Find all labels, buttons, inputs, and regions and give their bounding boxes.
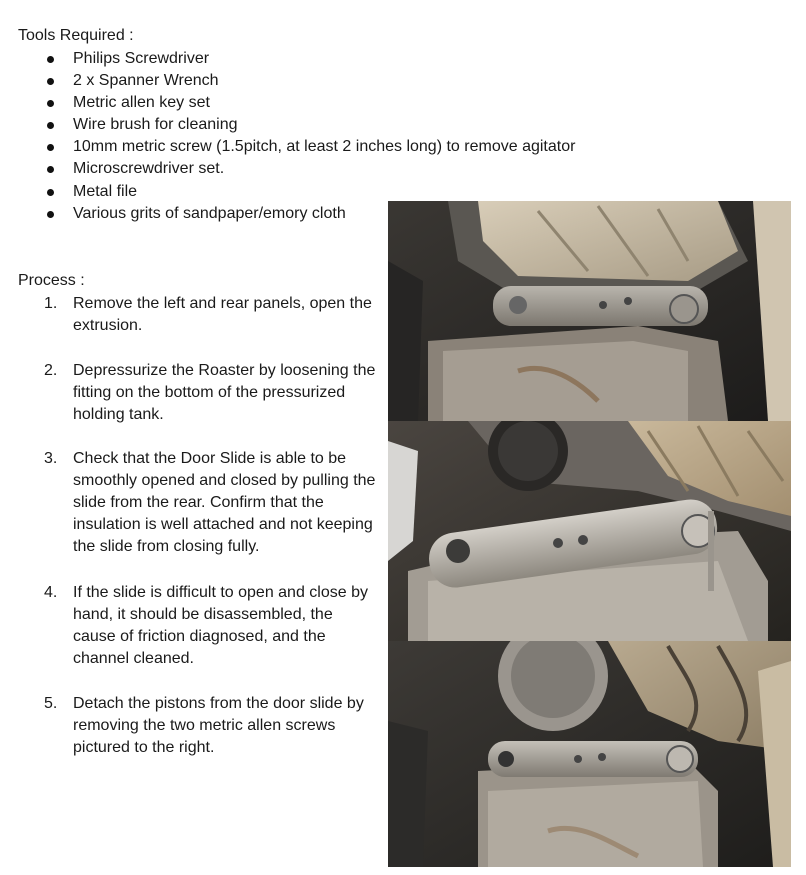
- bullet-icon: [47, 100, 54, 107]
- process-step: [44, 582, 384, 670]
- door-slide-photo-2: [388, 421, 791, 641]
- step-number: 1.: [44, 295, 58, 312]
- step-number: 4.: [44, 584, 58, 601]
- tool-item-label: Microscrewdriver set.: [73, 160, 225, 178]
- process-step: [44, 360, 384, 426]
- tool-item-label: Philips Screwdriver: [73, 50, 210, 67]
- step-number: 5.: [44, 695, 58, 712]
- bullet-icon: [47, 211, 54, 218]
- tools-list: [18, 48, 575, 225]
- step-text: Remove the left and rear panels, open the extrusion.: [73, 295, 372, 335]
- step-text: If the slide is difficult to open and close by hand, it should be disassembled, the cause of friction diagnosed, and the channel cleaned.: [73, 584, 368, 668]
- tool-item-label: Metric allen key set: [73, 94, 210, 112]
- tool-item: [18, 136, 575, 158]
- tool-item: [18, 158, 575, 180]
- door-slide-photo-3: [388, 641, 791, 867]
- tool-item-label: 10mm metric screw (1.5pitch, at least 2 inches long) to remove agitator: [73, 138, 576, 156]
- step-number: 3.: [44, 450, 58, 467]
- step-text: Detach the pistons from the door slide by removing the two metric allen screws pictured to the right.: [73, 695, 364, 757]
- tool-item: [18, 181, 575, 203]
- bullet-icon: [47, 78, 54, 85]
- bullet-icon: [47, 189, 54, 196]
- step-text: Check that the Door Slide is able to be smoothly opened and closed by pulling the slide from the rear. Confirm that the insulation is well attached and not keeping the slide from closing fully.: [73, 450, 376, 556]
- tool-item: [18, 114, 575, 136]
- tool-item: [18, 92, 575, 114]
- tool-item-label: Metal file: [73, 182, 138, 200]
- bullet-icon: [47, 56, 54, 63]
- tool-item: [18, 48, 575, 70]
- door-slide-photo-1: [388, 201, 791, 421]
- tool-item-label: 2 x Spanner Wrench: [73, 72, 219, 90]
- bullet-icon: [47, 144, 54, 151]
- tool-item-label: Various grits of sandpaper/emory cloth: [73, 204, 346, 222]
- process-heading: Process :: [18, 272, 85, 289]
- bullet-icon: [47, 166, 54, 173]
- bullet-icon: [47, 122, 54, 129]
- process-step: [44, 448, 384, 558]
- process-step: [44, 693, 384, 759]
- step-number: 2.: [44, 362, 58, 379]
- step-text: Depressurize the Roaster by loosening the fitting on the bottom of the pressurized holding tank.: [73, 362, 376, 424]
- process-step: [44, 293, 384, 337]
- tool-item: [18, 70, 575, 92]
- tools-heading: Tools Required :: [18, 27, 134, 44]
- tool-item-label: Wire brush for cleaning: [73, 116, 238, 134]
